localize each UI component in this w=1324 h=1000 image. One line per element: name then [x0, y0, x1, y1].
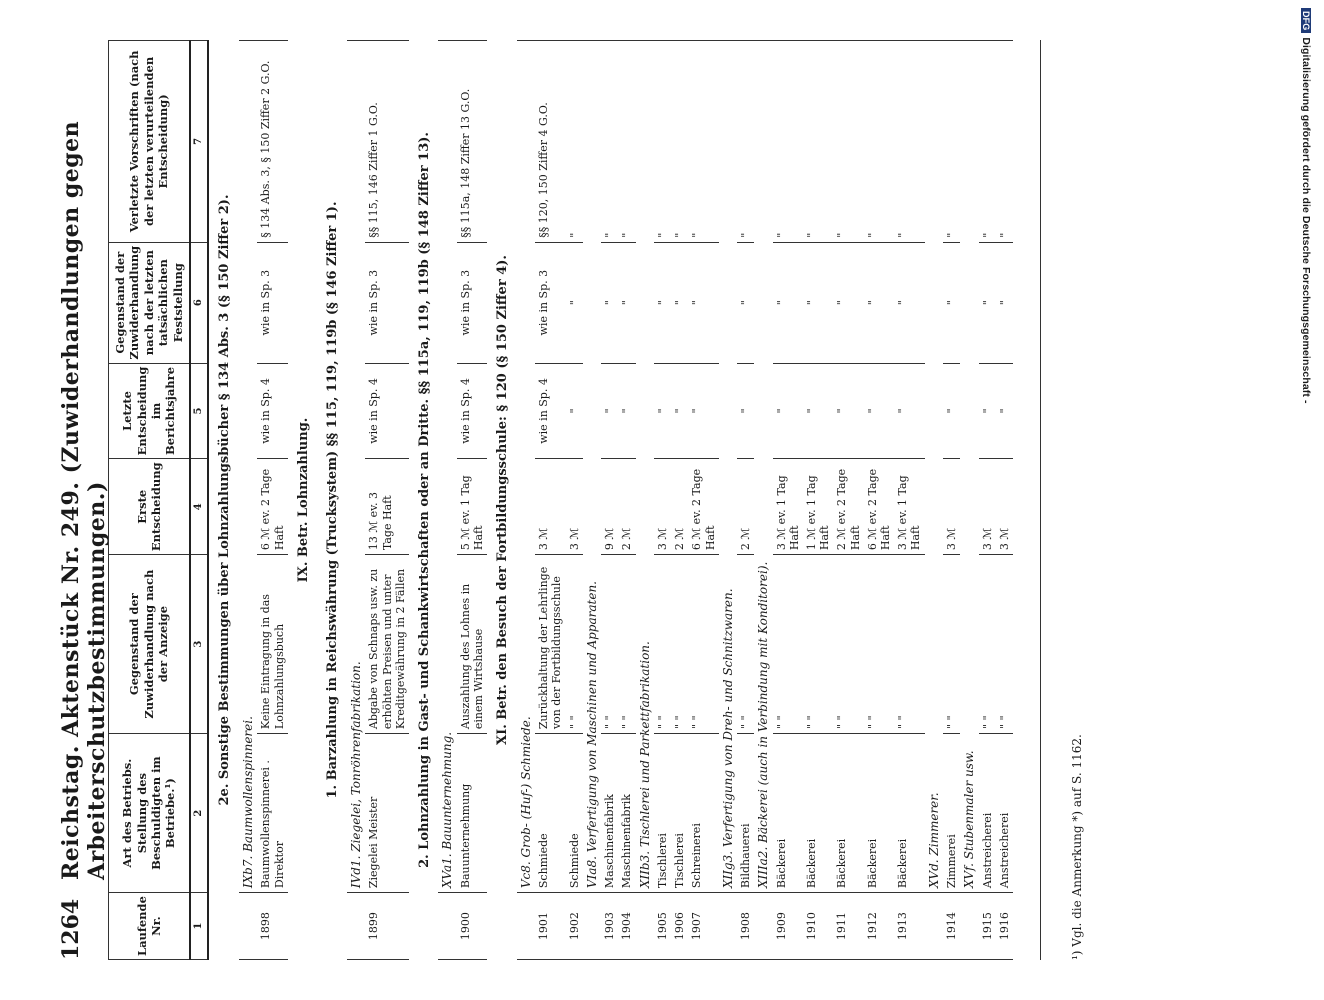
violation-subject-cell: " "	[996, 555, 1013, 734]
section-heading-text: XI. Betr. den Besuch der Fortbildungsschule: § 120 (§ 150 Ziffer 4).	[495, 255, 511, 745]
finding-cell: "	[566, 242, 583, 363]
dfg-logo: DFG	[1301, 8, 1311, 33]
row-number-cell: 1911	[833, 893, 863, 960]
empty-cell	[960, 893, 978, 960]
industry-group-label: IXb7. Baumwollenspinnerei.	[239, 41, 257, 893]
empty-cell	[636, 893, 654, 960]
violation-subject-cell: " "	[688, 555, 718, 734]
table-row	[365, 41, 409, 960]
finding-cell: "	[833, 242, 863, 363]
last-decision-cell: wie in Sp. 4	[457, 363, 487, 459]
violated-regulations-cell: "	[996, 41, 1013, 243]
business-type-cell: Bäckerei	[833, 734, 863, 893]
empty-cell	[719, 893, 737, 960]
col-number-6: 6	[190, 242, 209, 363]
section-heading	[208, 41, 239, 960]
dfg-credit-strip	[1300, 0, 1324, 1000]
violated-regulations-cell: "	[979, 41, 996, 243]
violated-regulations-cell: "	[688, 41, 718, 243]
row-number-cell: 1902	[566, 893, 583, 960]
last-decision-cell: wie in Sp. 4	[535, 363, 565, 459]
first-decision-cell: 3 ℳ ev. 1 Tag Haft	[894, 459, 924, 555]
row-number-cell: 1910	[803, 893, 833, 960]
table-bottom-rule	[1040, 40, 1041, 960]
col-number-5: 5	[190, 363, 209, 459]
col-number-3: 3	[190, 555, 209, 734]
col-header-4: Erste Entscheidung	[109, 459, 190, 555]
violation-subject-cell: " "	[864, 555, 894, 734]
violation-subject-cell: " "	[943, 555, 960, 734]
empty-cell	[517, 893, 535, 960]
business-type-cell: Maschinenfabrik	[618, 734, 635, 893]
table-row	[457, 41, 487, 960]
violation-subject-cell: " "	[618, 555, 635, 734]
last-decision-cell: "	[943, 363, 960, 459]
dfg-credit-text: Digitalisierung gefördert durch die Deutsche Forschungsgemeinschaft -	[1300, 37, 1312, 404]
col-header-2: Art des Betriebs. Stellung des Beschuldigten im Betriebe.¹)	[109, 734, 190, 893]
empty-cell	[583, 893, 601, 960]
industry-group-label: VIa8. Verfertigung von Maschinen und Apparaten.	[583, 41, 601, 893]
last-decision-cell: wie in Sp. 4	[257, 363, 287, 459]
first-decision-cell: 6 ℳ ev. 2 Tage Haft	[257, 459, 287, 555]
first-decision-cell: 3 ℳ	[566, 459, 583, 555]
finding-cell: wie in Sp. 3	[365, 242, 409, 363]
table-row	[773, 41, 803, 960]
first-decision-cell: 2 ℳ	[618, 459, 635, 555]
violation-subject-cell: Auszahlung des Lohnes in einem Wirtshause	[457, 555, 487, 734]
table-row	[943, 41, 960, 960]
violated-regulations-cell: "	[654, 41, 671, 243]
table-row	[257, 41, 287, 960]
footnote: ¹) Vgl. die Anmerkung *) auf S. 1162.	[1070, 734, 1084, 960]
violation-subject-cell: " "	[803, 555, 833, 734]
col-number-4: 4	[190, 459, 209, 555]
row-number-cell: 1915	[979, 893, 996, 960]
section-subheading	[317, 41, 347, 960]
business-type-cell: Ziegelei Meister	[365, 734, 409, 893]
section-heading-text: 2e. Sonstige Bestimmungen über Lohnzahlungsbücher § 134 Abs. 3 (§ 150 Ziffer 2).	[217, 194, 233, 806]
row-number-cell: 1898	[257, 893, 287, 960]
first-decision-cell: 5 ℳ ev. 1 Tag Haft	[457, 459, 487, 555]
first-decision-cell: 3 ℳ	[979, 459, 996, 555]
finding-cell: "	[618, 242, 635, 363]
table-row	[535, 41, 565, 960]
first-decision-cell: 3 ℳ	[535, 459, 565, 555]
finding-cell: "	[864, 242, 894, 363]
finding-cell: "	[737, 242, 754, 363]
last-decision-cell: "	[864, 363, 894, 459]
violated-regulations-cell: "	[803, 41, 833, 243]
industry-group-row	[517, 41, 535, 960]
business-type-cell: Bäckerei	[864, 734, 894, 893]
first-decision-cell: 3 ℳ	[654, 459, 671, 555]
violated-regulations-cell: "	[737, 41, 754, 243]
last-decision-cell: "	[566, 363, 583, 459]
col-header-7: Verletzte Vorschriften (nach der letzten verurteilenden Entscheidung)	[109, 41, 190, 243]
section-heading-text: 2. Lohnzahlung in Gast- und Schankwirtschaften oder an Dritte. §§ 115a, 119, 119b (§ 148 Ziffer 13).	[416, 132, 432, 868]
violated-regulations-cell: §§ 115, 146 Ziffer 1 G.O.	[365, 41, 409, 243]
table-row	[979, 41, 996, 960]
row-number-cell: 1904	[618, 893, 635, 960]
business-type-cell: Bauunternehmung	[457, 734, 487, 893]
last-decision-cell: "	[671, 363, 688, 459]
page-header	[58, 40, 110, 960]
violation-subject-cell: " "	[979, 555, 996, 734]
finding-cell: "	[979, 242, 996, 363]
violated-regulations-cell: §§ 115a, 148 Ziffer 13 G.O.	[457, 41, 487, 243]
col-number-2: 2	[190, 734, 209, 893]
industry-group-label: XVf. Stubenmaler usw.	[960, 41, 978, 893]
column-number-row	[190, 41, 209, 960]
violation-subject-cell: " "	[566, 555, 583, 734]
table-row	[688, 41, 718, 960]
first-decision-cell: 3 ℳ ev. 1 Tag Haft	[773, 459, 803, 555]
last-decision-cell: "	[773, 363, 803, 459]
business-type-cell: Bäckerei	[773, 734, 803, 893]
finding-cell: "	[803, 242, 833, 363]
last-decision-cell: "	[654, 363, 671, 459]
business-type-cell: Bäckerei	[803, 734, 833, 893]
last-decision-cell: "	[996, 363, 1013, 459]
industry-group-label: IVd1. Ziegelei, Tonröhrenfabrikation.	[347, 41, 365, 893]
industry-group-label: Vc8. Grob- (Huf-) Schmiede.	[517, 41, 535, 893]
first-decision-cell: 6 ℳ ev. 2 Tage Haft	[688, 459, 718, 555]
empty-cell	[925, 893, 943, 960]
first-decision-cell: 9 ℳ	[601, 459, 618, 555]
finding-cell: "	[996, 242, 1013, 363]
last-decision-cell: wie in Sp. 4	[365, 363, 409, 459]
row-number-cell: 1913	[894, 893, 924, 960]
industry-group-row	[754, 41, 772, 960]
violated-regulations-cell: § 134 Abs. 3, § 150 Ziffer 2 G.O.	[257, 41, 287, 243]
industry-group-row	[925, 41, 943, 960]
violated-regulations-cell: "	[671, 41, 688, 243]
finding-cell: wie in Sp. 3	[257, 242, 287, 363]
empty-cell	[438, 893, 456, 960]
finding-cell: wie in Sp. 3	[535, 242, 565, 363]
finding-cell: "	[688, 242, 718, 363]
violated-regulations-cell: "	[833, 41, 863, 243]
row-number-cell: 1906	[671, 893, 688, 960]
row-number-cell: 1900	[457, 893, 487, 960]
row-number-cell: 1908	[737, 893, 754, 960]
last-decision-cell: "	[979, 363, 996, 459]
business-type-cell: Schreinerei	[688, 734, 718, 893]
section-heading-text: IX. Betr. Lohnzahlung.	[295, 417, 311, 583]
industry-group-row	[583, 41, 601, 960]
violation-subject-cell: " "	[671, 555, 688, 734]
finding-cell: wie in Sp. 3	[457, 242, 487, 363]
industry-group-label: XVd. Zimmerer.	[925, 41, 943, 893]
violated-regulations-cell: "	[894, 41, 924, 243]
table-row	[803, 41, 833, 960]
col-number-1: 1	[190, 893, 209, 960]
business-type-cell: Anstreicherei	[996, 734, 1013, 893]
col-header-1: Laufende Nr.	[109, 893, 190, 960]
section-heading	[409, 41, 439, 960]
first-decision-cell: 2 ℳ ev. 2 Tage Haft	[833, 459, 863, 555]
row-number-cell: 1916	[996, 893, 1013, 960]
violated-regulations-cell: "	[864, 41, 894, 243]
last-decision-cell: "	[737, 363, 754, 459]
violated-regulations-cell: §§ 120, 150 Ziffer 4 G.O.	[535, 41, 565, 243]
last-decision-cell: "	[833, 363, 863, 459]
violated-regulations-cell: "	[566, 41, 583, 243]
row-number-cell: 1914	[943, 893, 960, 960]
last-decision-cell: "	[618, 363, 635, 459]
violation-subject-cell: Abgabe von Schnaps usw. zu erhöhten Preisen und unter Kreditgewährung in 2 Fällen	[365, 555, 409, 734]
col-header-3: Gegenstand der Zuwiderhandlung nach der Anzeige	[109, 555, 190, 734]
last-decision-cell: "	[601, 363, 618, 459]
violation-subject-cell: " "	[773, 555, 803, 734]
first-decision-cell: 1 ℳ ev. 1 Tag Haft	[803, 459, 833, 555]
business-type-cell: Baumwollenspinnerei . Direktor	[257, 734, 287, 893]
finding-cell: "	[943, 242, 960, 363]
violated-regulations-cell: "	[943, 41, 960, 243]
section-subheading-text: 1. Barzahlung in Reichswährung (Trucksystem) §§ 115, 119, 119b (§ 146 Ziffer 1).	[325, 201, 341, 799]
dfg-credit	[1300, 8, 1312, 404]
first-decision-cell: 3 ℳ	[943, 459, 960, 555]
section-heading	[288, 41, 318, 960]
table-row	[654, 41, 671, 960]
row-number-cell: 1912	[864, 893, 894, 960]
table-body	[208, 41, 1013, 960]
table-row	[618, 41, 635, 960]
industry-group-label: XIIg3. Verfertigung von Dreh- und Schnitzwaren.	[719, 41, 737, 893]
table-row	[996, 41, 1013, 960]
section-heading	[487, 41, 517, 960]
business-type-cell: Tischlerei	[654, 734, 671, 893]
industry-group-label: XVa1. Bauunternehmung.	[438, 41, 456, 893]
col-header-5: Letzte Entscheidung im Berichtsjahre	[109, 363, 190, 459]
business-type-cell: Zimmerei	[943, 734, 960, 893]
header-row	[109, 41, 190, 960]
business-type-cell: Anstreicherei	[979, 734, 996, 893]
industry-group-row	[239, 41, 257, 960]
first-decision-cell: 3 ℳ	[996, 459, 1013, 555]
industry-group-label: XIIb3. Tischlerei und Parkettfabrikation.	[636, 41, 654, 893]
business-type-cell: Schmiede	[566, 734, 583, 893]
last-decision-cell: "	[894, 363, 924, 459]
violated-regulations-cell: "	[618, 41, 635, 243]
last-decision-cell: "	[803, 363, 833, 459]
business-type-cell: Tischlerei	[671, 734, 688, 893]
industry-group-row	[719, 41, 737, 960]
violation-subject-cell: " "	[894, 555, 924, 734]
finding-cell: "	[601, 242, 618, 363]
violation-subject-cell: " "	[833, 555, 863, 734]
table-row	[601, 41, 618, 960]
table-row	[671, 41, 688, 960]
table-row	[737, 41, 754, 960]
business-type-cell: Bildhauerei	[737, 734, 754, 893]
violation-subject-cell: Keine Eintragung in das Lohnzahlungsbuch	[257, 555, 287, 734]
empty-cell	[239, 893, 257, 960]
row-number-cell: 1899	[365, 893, 409, 960]
violation-subject-cell: " "	[654, 555, 671, 734]
first-decision-cell: 2 ℳ	[671, 459, 688, 555]
industry-group-row	[960, 41, 978, 960]
violated-regulations-cell: "	[773, 41, 803, 243]
col-header-6: Gegenstand der Zuwiderhandlung nach der letzten tatsächlichen Feststellung	[109, 242, 190, 363]
first-decision-cell: 13 ℳ ev. 3 Tage Haft	[365, 459, 409, 555]
row-number-cell: 1905	[654, 893, 671, 960]
violations-table	[108, 40, 1013, 960]
violation-subject-cell: " "	[737, 555, 754, 734]
row-number-cell: 1909	[773, 893, 803, 960]
violated-regulations-cell: "	[601, 41, 618, 243]
first-decision-cell: 2 ℳ	[737, 459, 754, 555]
first-decision-cell: 6 ℳ ev. 2 Tage Haft	[864, 459, 894, 555]
empty-cell	[347, 893, 365, 960]
finding-cell: "	[773, 242, 803, 363]
table-row	[566, 41, 583, 960]
row-number-cell: 1901	[535, 893, 565, 960]
business-type-cell: Schmiede	[535, 734, 565, 893]
table-row	[833, 41, 863, 960]
industry-group-row	[438, 41, 456, 960]
industry-group-label: XIIIa2. Bäckerei (auch in Verbindung mit Konditorei).	[754, 41, 772, 893]
table-row	[864, 41, 894, 960]
table-row	[894, 41, 924, 960]
business-type-cell: Maschinenfabrik	[601, 734, 618, 893]
row-number-cell: 1903	[601, 893, 618, 960]
empty-cell	[754, 893, 772, 960]
last-decision-cell: "	[688, 363, 718, 459]
industry-group-row	[347, 41, 365, 960]
row-number-cell: 1907	[688, 893, 718, 960]
finding-cell: "	[894, 242, 924, 363]
page-title: Reichstag. Aktenstück Nr. 249. (Zuwiderhandlungen gegen Arbeiterschutzbestimmungen.)	[58, 120, 110, 880]
page-number: 1264	[58, 898, 84, 960]
finding-cell: "	[654, 242, 671, 363]
industry-group-row	[636, 41, 654, 960]
violation-subject-cell: Zurückhaltung der Lehrlinge von der Fortbildungsschule	[535, 555, 565, 734]
finding-cell: "	[671, 242, 688, 363]
col-number-7: 7	[190, 41, 209, 243]
violation-subject-cell: " "	[601, 555, 618, 734]
business-type-cell: Bäckerei	[894, 734, 924, 893]
